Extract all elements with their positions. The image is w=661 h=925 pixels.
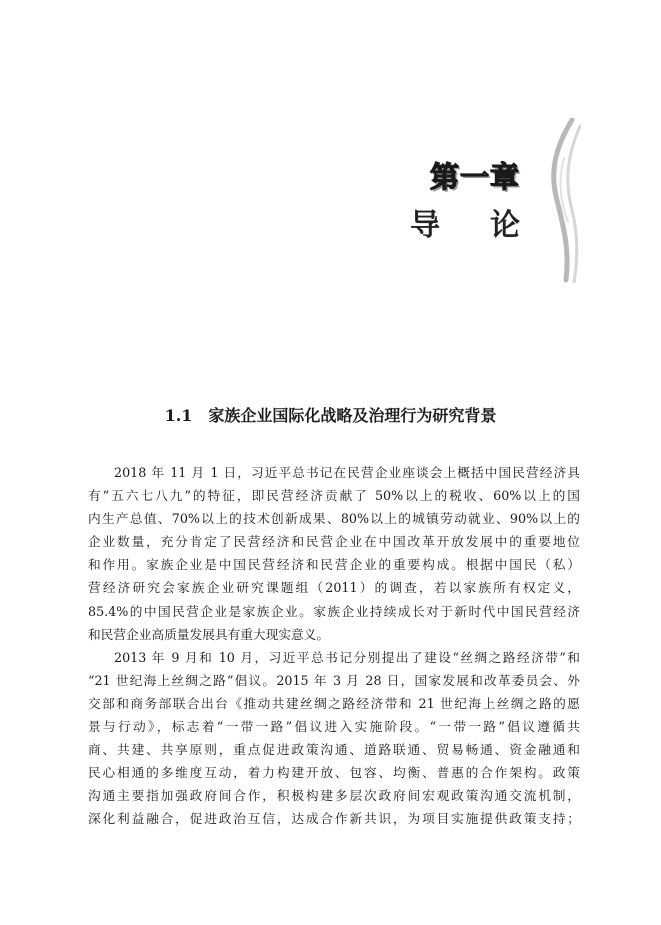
chapter-title-char: 论 bbox=[490, 208, 520, 243]
chapter-title bbox=[410, 200, 520, 244]
text-line: 民心相通的多维度互动，着力构建开放、包容、均衡、普惠的合作架构。政策 bbox=[88, 765, 580, 781]
text-line: 营经济研究会家族企业研究课题组（2011）的调查，若以家族所有权定义， bbox=[88, 580, 580, 596]
text-line: 企业数量，充分肯定了民营经济和民营企业在中国改革开放发展中的重要地位 bbox=[88, 534, 580, 550]
section-title: 家族企业国际化战略及治理行为研究背景 bbox=[208, 406, 497, 425]
chapter-title-char: 导 bbox=[410, 208, 440, 243]
text-line: 景与行动》，标志着“一带一路”倡议进入实施阶段。“一带一路”倡议遵循共 bbox=[88, 719, 580, 735]
text-line: 交部和商务部联合出台《推动共建丝绸之路经济带和 21 世纪海上丝绸之路的愿 bbox=[88, 695, 580, 711]
text-line: 85.4%的中国民营企业是家族企业。家族企业持续成长对于新时代中国民营经济 bbox=[88, 603, 580, 619]
chapter-number: 第一章 bbox=[429, 160, 520, 194]
text-line: 内生产总值、70%以上的技术创新成果、80%以上的城镇劳动就业、90%以上的 bbox=[88, 511, 580, 527]
text-line: 深化利益融合，促进政治互信，达成合作新共识，为项目实施提供政策支持； bbox=[88, 811, 580, 827]
section-heading bbox=[0, 403, 661, 426]
body-text bbox=[88, 461, 580, 831]
section-number: 1.1 bbox=[164, 406, 193, 425]
text-line: 商、共建、共享原则，重点促进政策沟通、道路联通、贸易畅通、资金融通和 bbox=[88, 742, 580, 758]
paragraph bbox=[88, 646, 580, 831]
swirl-decoration-icon bbox=[520, 118, 590, 283]
text-line: 2018 年 11 月 1 日，习近平总书记在民营企业座谈会上概括中国民营经济具 bbox=[114, 465, 580, 480]
text-line: 2013 年 9 月和 10 月，习近平总书记分别提出了建设“丝绸之路经济带”和 bbox=[114, 649, 580, 665]
text-line: “21 世纪海上丝绸之路”倡议。2015 年 3 月 28 日，国家发展和改革委员会、外 bbox=[88, 672, 580, 688]
paragraph bbox=[88, 461, 580, 646]
text-line: 沟通主要指加强政府间合作，积极构建多层次政府间宏观政策沟通交流机制， bbox=[88, 788, 580, 804]
text-line: 有“五六七八九”的特征，即民营经济贡献了 50%以上的税收、60%以上的国 bbox=[88, 488, 580, 504]
text-line: 和作用。家族企业是中国民营经济和民营企业的重要构成。根据中国民（私） bbox=[88, 557, 580, 573]
text-line: 和民营企业高质量发展具有重大现实意义。 bbox=[88, 626, 330, 642]
